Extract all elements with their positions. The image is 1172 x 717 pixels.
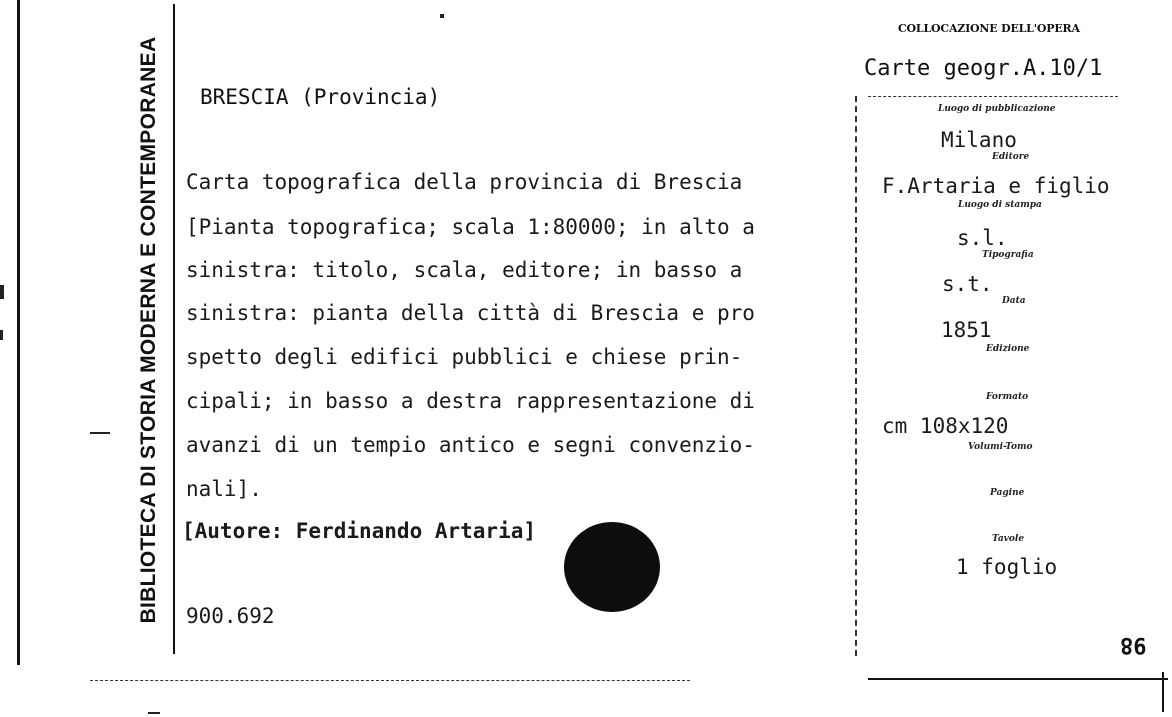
mark-top-1 — [440, 14, 444, 18]
author-line: [Autore: Ferdinando Artaria] — [182, 519, 537, 543]
value-luogo-pubblicazione: Milano — [941, 128, 1017, 152]
value-editore: F.Artaria e figlio — [882, 174, 1110, 198]
body-line-3: sinistra: titolo, scala, editore; in basso a — [186, 258, 743, 282]
right-column-top-rule — [868, 96, 1118, 97]
label-pagine: Pagine — [990, 488, 1025, 498]
mark-left-2 — [0, 330, 3, 340]
right-column-divider — [855, 96, 857, 656]
value-tavole: 1 foglio — [956, 555, 1058, 579]
value-data: 1851 — [941, 318, 992, 342]
value-luogo-stampa: s.l. — [957, 226, 1008, 250]
left-edge-line — [17, 0, 20, 665]
ink-blot — [564, 522, 660, 612]
collocazione-label: COLLOCAZIONE DELL'OPERA — [898, 22, 1080, 35]
bottom-rule — [90, 680, 690, 681]
label-data: Data — [1002, 296, 1026, 306]
body-line-4: sinistra: pianta della città di Brescia e pro — [186, 301, 755, 325]
collocazione-value: Carte geogr.A.10/1 — [864, 56, 1103, 81]
bottom-right-tick — [1162, 672, 1164, 712]
corner-number: 98 — [1120, 632, 1147, 657]
library-spine-stamp — [134, 36, 164, 624]
margin-line — [173, 4, 175, 654]
body-line-5: spetto degli edifici pubblici e chiese prin- — [186, 345, 743, 369]
body-line-7: avanzi di un tempio antico e segni convenzio- — [186, 433, 755, 457]
body-line-8: nali]. — [186, 477, 262, 501]
label-tavole: Tavole — [992, 534, 1025, 544]
mark-left-3 — [90, 432, 110, 434]
body-line-1: Carta topografica della provincia di Brescia — [186, 170, 743, 194]
label-formato: Formato — [986, 392, 1029, 402]
mark-left-1 — [0, 285, 4, 299]
label-editore: Editore — [992, 152, 1030, 162]
library-name: BIBLIOTECA DI STORIA MODERNA E CONTEMPORANEA — [137, 36, 160, 624]
bottom-right-rule — [868, 678, 1168, 680]
card-heading: BRESCIA (Provincia) — [200, 85, 441, 109]
value-formato: cm 108x120 — [882, 414, 1009, 438]
mark-bottom-1 — [148, 712, 160, 714]
body-line-6: cipali; in basso a destra rappresentazione di — [186, 389, 755, 413]
label-luogo-pubblicazione: Luogo di pubblicazione — [938, 104, 1056, 114]
label-tipografia: Tipografia — [982, 250, 1034, 260]
body-line-2: [Pianta topografica; scala 1:80000; in alto a — [186, 215, 755, 239]
label-volumi-tomo: Volumi-Tomo — [968, 442, 1033, 452]
label-luogo-stampa: Luogo di stampa — [958, 200, 1042, 210]
label-edizione: Edizione — [986, 344, 1030, 354]
value-tipografia: s.t. — [942, 272, 993, 296]
inventory-number: 900.692 — [186, 604, 275, 628]
